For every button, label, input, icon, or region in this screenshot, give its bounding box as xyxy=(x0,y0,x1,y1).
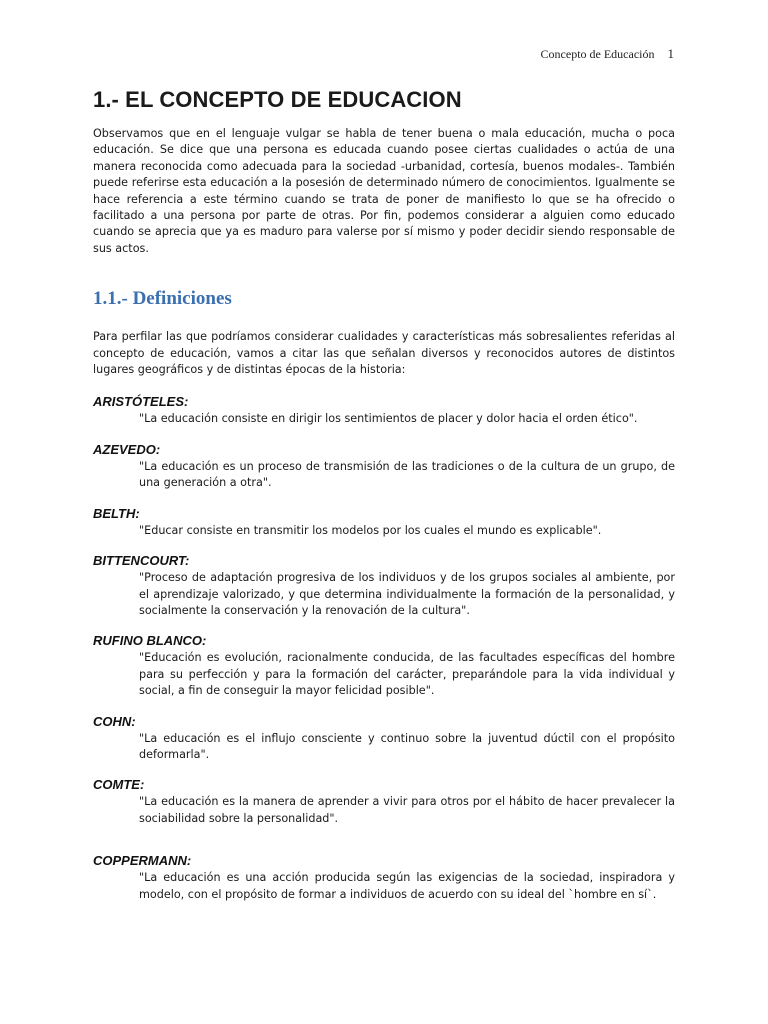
definition-item xyxy=(93,394,675,427)
definition-quote: "Educación es evolución, racionalmente conducida, de las facultades específicas del hombre para su perfección y para la formación del carácter, preparándole para la vida individual y social, a fin de conseguir la mayor felicidad posible". xyxy=(139,651,675,698)
definition-author: BELTH: xyxy=(93,505,140,521)
definition-author: COMTE: xyxy=(93,777,145,793)
definition-item xyxy=(93,853,675,903)
definition-item xyxy=(93,633,675,699)
running-header-title: Concepto de Educación xyxy=(540,47,655,61)
definition-item xyxy=(93,714,675,764)
definition-quote: "La educación es un proceso de transmisión de las tradiciones o de la cultura de un grupo, de una generación a otra". xyxy=(139,459,675,490)
definition-quote: "La educación es la manera de aprender a vivir para otros por el hábito de hacer prevalecer la sociabilidad sobre la personalidad". xyxy=(139,795,675,825)
definition-author: COHN: xyxy=(93,713,136,729)
definition-item xyxy=(93,506,675,539)
definition-author: COPPERMANN: xyxy=(93,853,192,869)
definition-author: ARISTÓTELES: xyxy=(93,394,189,410)
definition-quote: "Educar consiste en transmitir los modelos por los cuales el mundo es explicable". xyxy=(139,523,602,537)
definition-item xyxy=(93,553,675,619)
definition-author: AZEVEDO: xyxy=(93,441,161,457)
definitions-list xyxy=(93,394,675,903)
page-number: 1 xyxy=(667,46,674,61)
section-lead-paragraph: Para perfilar las que podríamos considerar cualidades y características más sobresalientes referidas al concepto de educación, vamos a citar las que señalan diversos y reconocidos autores de distintos lugares geográficos y de distintas épocas de la historia: xyxy=(93,330,675,377)
definition-quote: "La educación es una acción producida según las exigencias de la sociedad, inspiradora y modelo, con el propósito de formar a individuos de acuerdo con su ideal del `hombre en sí`. xyxy=(139,871,675,901)
definition-item xyxy=(93,442,675,492)
definition-quote: "La educación es el influjo consciente y continuo sobre la juventud dúctil con el propósito deformarla". xyxy=(139,731,675,761)
definition-quote: "La educación consiste en dirigir los sentimientos de placer y dolor hacia el orden ético". xyxy=(139,412,638,426)
definition-item xyxy=(93,777,675,827)
intro-paragraph: Observamos que en el lenguaje vulgar se habla de tener buena o mala educación, mucha o poca educación. Se dice que una persona es educada cuando posee ciertas cualidades o actúa de una manera reconocida como adecuada para la sociedad -urbanidad, cortesía, buenos modales-. También puede referirse esta educación a la posesión de determinado número de conocimientos. Igualmente se hace referencia a este término cuando se trata de poner de manifiesto lo que se ha ofrecido o facilitado a una persona por parte de otras. Por fin, podemos considerar a alguien como educado cuando se aprecia que ya es maduro para valerse por sí mismo y poder decidir siendo responsable de sus actos. xyxy=(93,127,675,255)
definition-quote: "Proceso de adaptación progresiva de los individuos y de los grupos sociales al ambiente, por el aprendizaje valorizado, y que determina individualmente la formación de la personalidad, y socialmente la conservación y la renovación de la cultura". xyxy=(139,571,675,617)
definition-author: BITTENCOURT: xyxy=(93,553,190,569)
chapter-title: 1.- EL CONCEPTO DE EDUCACION xyxy=(93,87,462,112)
document-body xyxy=(93,86,675,917)
running-header xyxy=(541,46,674,62)
definition-author: RUFINO BLANCO: xyxy=(93,633,207,649)
section-title: 1.1.- Definiciones xyxy=(93,288,232,310)
